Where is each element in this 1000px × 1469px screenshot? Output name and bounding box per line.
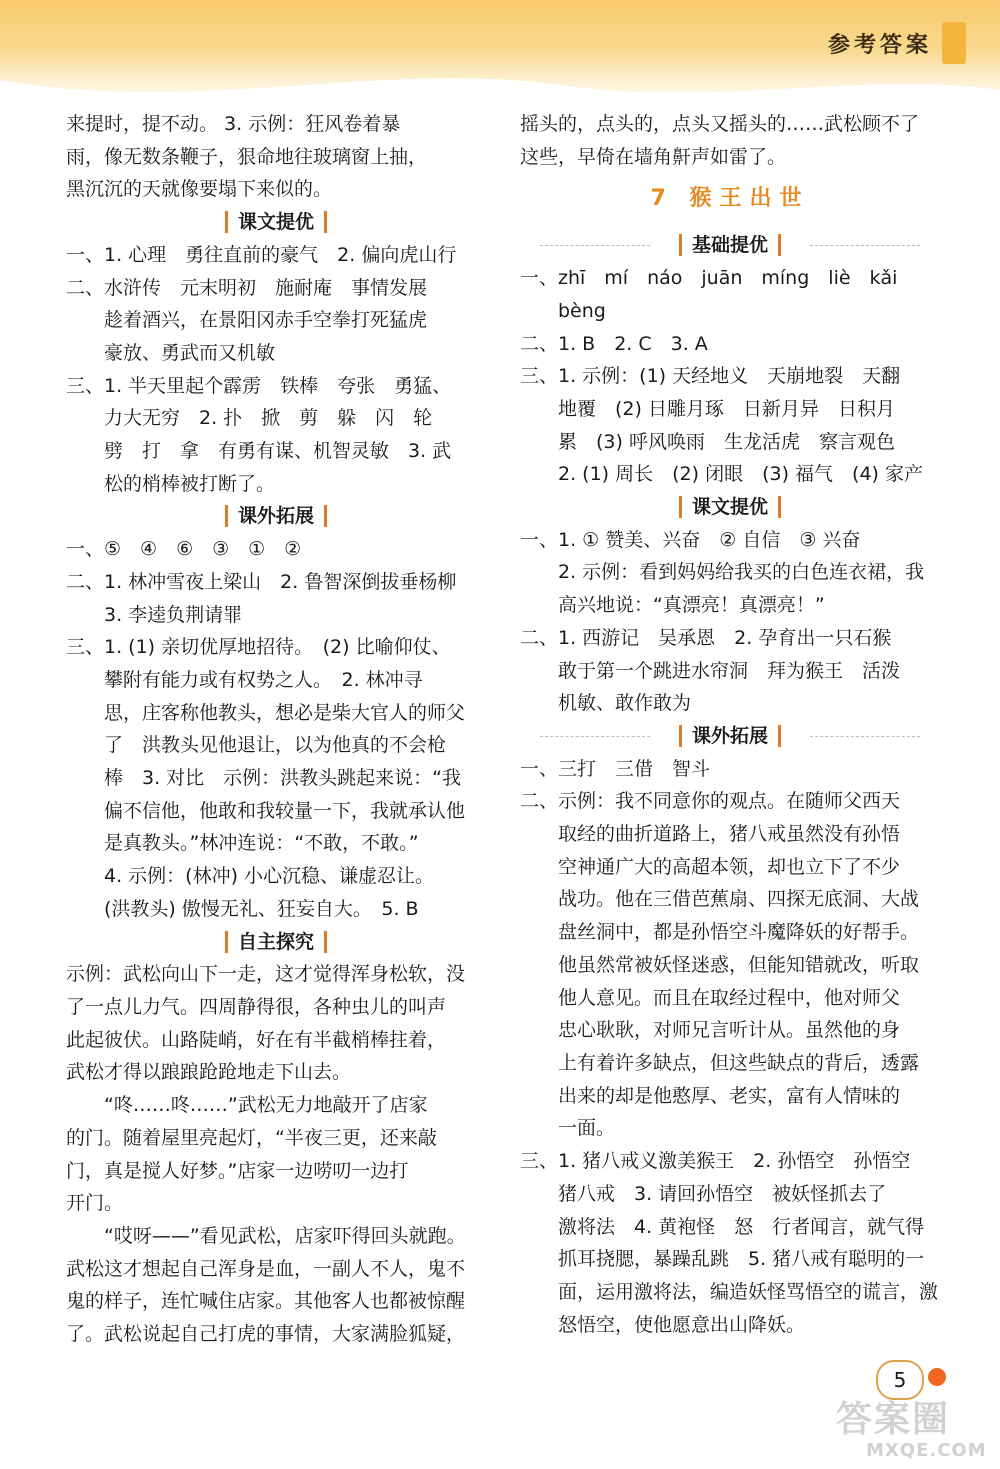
text-line: 是真教头。”林冲连说：“不敢，不敢。” [104, 832, 419, 855]
text-line: 取经的曲折道路上，猪八戒虽然没有孙悟 [558, 823, 901, 846]
page-dot-icon [928, 1368, 946, 1386]
text-line: 战功。他在三借芭蕉扇、四探无底洞、大战 [558, 888, 920, 911]
text-line: 了 洪教头见他退让，以为他真的不会枪 [104, 734, 447, 757]
text-line: 来提时，提不动。 3. 示例：狂风卷着暴 [66, 113, 401, 135]
text-line: 趁着酒兴，在景阳冈赤手空拳打死猛虎 [104, 309, 428, 332]
text-line: 面，运用激将法，编造妖怪骂悟空的谎言，激 [558, 1280, 939, 1303]
text-line: 一、三打 三借 智斗 [520, 757, 711, 780]
text-line: bèng [558, 299, 606, 322]
text-line: 这些，早倚在墙角鼾声如雷了。 [520, 145, 787, 168]
text-line: 激将法 4. 黄袍怪 怒 行者闻言，就气得 [558, 1215, 925, 1238]
text-line: 2. 示例：看到妈妈给我买的白色连衣裙，我 [558, 561, 925, 584]
text-line: 三、1. 示例：(1) 天经地义 天崩地裂 天翻 [520, 365, 901, 388]
text-line: 上有着许多缺点，但这些缺点的背后，透露 [558, 1051, 920, 1074]
text-line: 三、1. 半天里起个霹雳 铁棒 夸张 勇猛、 [66, 374, 452, 397]
text-line: 示例：武松向山下一走，这才觉得浑身松软，没 [66, 963, 466, 986]
text-line: 3. 李逵负荆请罪 [104, 603, 243, 626]
text-line: 出来的却是他憨厚、老实，富有人情味的 [558, 1084, 901, 1107]
right-column [520, 108, 940, 1341]
text-line: 二、1. 西游记 吴承恩 2. 孕育出一只石猴 [520, 626, 892, 649]
text-line: 2. (1) 周长 (2) 闭眼 (3) 福气 (4) 家产 [558, 463, 923, 486]
text-line: 鬼的样子，连忙喊住店家。其他客人也都被惊醒 [66, 1290, 466, 1313]
left-column [66, 108, 486, 1351]
text-line: 高兴地说：“真漂亮！真漂亮！” [558, 594, 825, 617]
text-line: 偏不信他，他敢和我较量一下，我就承认他 [104, 799, 466, 822]
text-line: 雨，像无数条鞭子，狠命地往玻璃窗上抽， [66, 145, 428, 168]
text-line: 二、水浒传 元末明初 施耐庵 事情发展 [66, 276, 428, 299]
text-line: 一、1. ① 赞美、兴奋 ② 自信 ③ 兴奋 [520, 528, 861, 551]
text-line: 空神通广大的高超本领，却也立下了不少 [558, 855, 901, 878]
page-number: 5 [876, 1360, 924, 1400]
text-line: 武松才得以踉踉跄跄地走下山去。 [66, 1061, 352, 1084]
text-line: 三、1. 猪八戒义激美猴王 2. 孙悟空 孙悟空 [520, 1150, 911, 1173]
text-line: 摇头的，点头的，点头又摇头的……武松顾不了 [520, 113, 920, 135]
lesson-title: 7 猴王出世 [650, 186, 810, 212]
section-heading: 课外拓展 [520, 720, 940, 753]
text-line: 武松这才想起自己浑身是血，一副人不人，鬼不 [66, 1257, 466, 1280]
text-line: 二、示例：我不同意你的观点。在随师父西天 [520, 790, 901, 813]
text-line: 怒悟空，使他愿意出山降妖。 [558, 1313, 806, 1336]
text-line: 三、1. (1) 亲切优厚地招待。 (2) 比喻仰仗、 [66, 636, 451, 659]
text-line: 一、⑤ ④ ⑥ ③ ① ② [66, 538, 302, 561]
header-accent-bar [942, 22, 966, 64]
section-heading: 课文提优 [66, 206, 486, 239]
header-title: 参考答案 [827, 32, 932, 58]
text-line: 门，真是搅人好梦。”店家一边唠叨一边打 [66, 1159, 409, 1182]
watermark-logo: 答案圈 MXQE.COM [836, 1399, 987, 1461]
text-line: 了。武松说起自己打虎的事情，大家满脸狐疑， [66, 1323, 466, 1346]
text-line: 棒 3. 对比 示例：洪教头跳起来说：“我 [104, 767, 462, 790]
text-line: 二、1. B 2. C 3. A [520, 332, 708, 355]
text-line: (洪教头) 傲慢无礼、狂妄自大。 5. B [104, 897, 419, 920]
section-heading: 基础提优 [520, 229, 940, 262]
text-line: 一面。 [558, 1117, 616, 1140]
text-line: 4. 示例：(林冲) 小心沉稳、谦虚忍让。 [104, 865, 435, 888]
section-heading: 课文提优 [520, 491, 940, 524]
text-line: 松的梢棒被打断了。 [104, 472, 276, 495]
text-line: 抓耳挠腮，暴躁乱跳 5. 猪八戒有聪明的一 [558, 1248, 925, 1271]
section-heading: 自主探究 [66, 926, 486, 959]
text-line: 地覆 (2) 日雕月琢 日新月异 日积月 [558, 397, 895, 420]
text-line: 机敏、敢作敢为 [558, 692, 692, 715]
text-line: 猪八戒 3. 请回孙悟空 被妖怪抓去了 [558, 1182, 887, 1205]
section-heading: 课外拓展 [66, 500, 486, 533]
text-line: 思，庄客称他教头，想必是柴大官人的师父 [104, 701, 466, 724]
text-line: “咚……咚……”武松无力地敲开了店家 [104, 1094, 428, 1117]
text-line: 一、zhī mí náo juān míng liè kǎi [520, 267, 898, 290]
text-line: 劈 打 拿 有勇有谋、机智灵敏 3. 武 [104, 440, 452, 463]
text-line: 他虽然常被妖怪迷惑，但能知错就改，听取 [558, 953, 920, 976]
text-line: 二、1. 林冲雪夜上梁山 2. 鲁智深倒拔垂杨柳 [66, 570, 457, 593]
text-line: 盘丝洞中，都是孙悟空斗魔降妖的好帮手。 [558, 921, 920, 944]
text-line: 开门。 [66, 1192, 124, 1215]
text-line: 黑沉沉的天就像要塌下来似的。 [66, 178, 333, 201]
text-line: 一、1. 心理 勇往直前的豪气 2. 偏向虎山行 [66, 243, 457, 266]
text-line: 攀附有能力或有权势之人。 2. 林冲寻 [104, 668, 423, 691]
text-line: 此起彼伏。山路陡峭，好在有半截梢棒拄着， [66, 1028, 447, 1051]
text-line: 敢于第一个跳进水帘洞 拜为猴王 活泼 [558, 659, 901, 682]
text-line: 忠心耿耿，对师兄言听计从。虽然他的身 [558, 1019, 901, 1042]
text-line: 的门。随着屋里亮起灯，“半夜三更，还来敲 [66, 1126, 437, 1149]
text-line: 他人意见。而且在取经过程中，他对师父 [558, 986, 901, 1009]
text-line: 了一点儿力气。四周静得很，各种虫儿的叫声 [66, 995, 447, 1018]
text-line: 豪放、勇武而又机敏 [104, 341, 276, 364]
text-line: 力大无穷 2. 扑 掀 剪 躲 闪 轮 [104, 407, 433, 430]
text-line: “哎呀——”看见武松，店家吓得回头就跑。 [104, 1224, 466, 1247]
text-line: 累 (3) 呼风唤雨 生龙活虎 察言观色 [558, 430, 895, 453]
